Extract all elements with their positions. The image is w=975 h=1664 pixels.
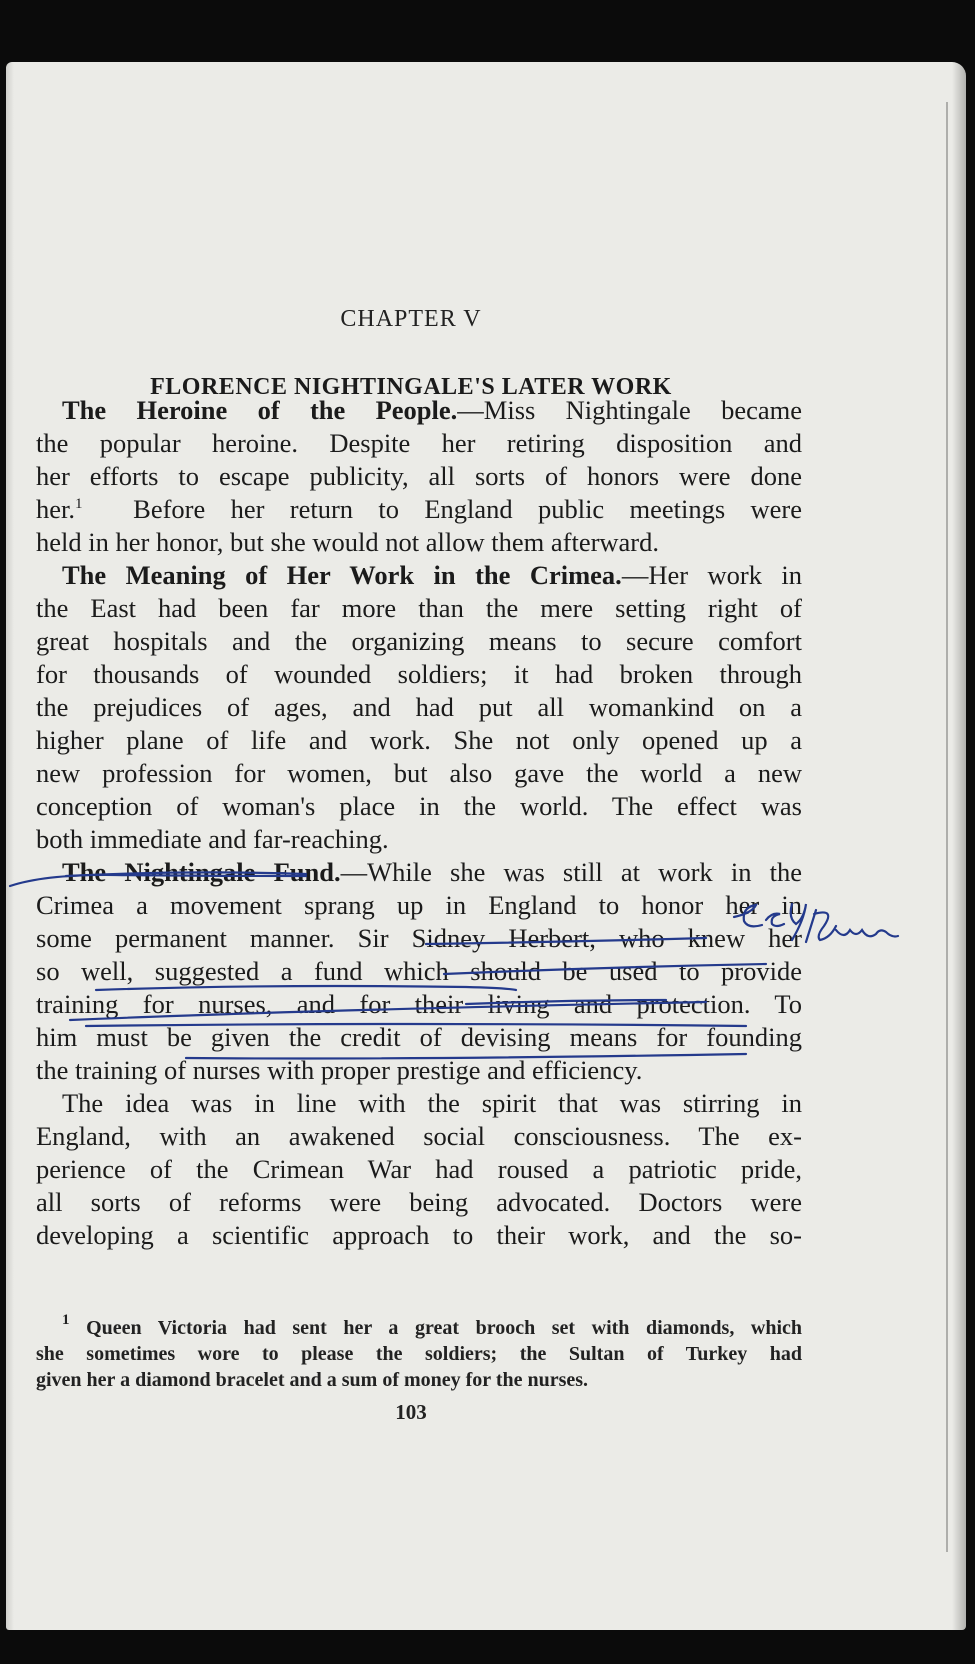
chapter-title: FLORENCE NIGHTINGALE'S LATER WORK [150, 374, 672, 400]
paragraph-line: for thousands of wounded soldiers; it had broken through [36, 659, 802, 689]
paragraph-line: developing a scientific approach to their work, and the so- [36, 1220, 802, 1250]
margin-note-bevan [806, 910, 898, 942]
paragraph-line: The Meaning of Her Work in the Crimea.—Her work in [62, 560, 802, 590]
paragraph-line: all sorts of reforms were being advocated. Doctors were [36, 1187, 802, 1217]
paragraph-line: higher plane of life and work. She not only opened up a [36, 725, 802, 755]
paragraph-heading: The Nightingale Fund. [62, 857, 341, 887]
paragraph-line: the East had been far more than the mere setting right of [36, 593, 802, 623]
paragraph-heading: The Meaning of Her Work in the Crimea. [62, 560, 622, 590]
page-gutter-shadow [6, 62, 14, 1630]
paragraph-line: so well, suggested a fund which should be used to provide [36, 956, 802, 986]
paragraph-line: held in her honor, but she would not allow them afterward. [36, 527, 660, 557]
footnote-marker: 1 [62, 1312, 70, 1328]
footnote-line: $^1$ Queen Victoria had sent her a great brooch set with diamonds, which [62, 1312, 803, 1339]
paragraph-line: her efforts to escape publicity, all sorts of honors were done [36, 461, 802, 491]
paragraph-line: England, with an awakened social consciousness. The ex- [36, 1121, 802, 1151]
paragraph-line: great hospitals and the organizing means to secure comfort [36, 626, 802, 656]
paragraph-line: her.$^1$ Before her return to England public meetings were [36, 494, 803, 524]
chapter-number: CHAPTER V [340, 306, 482, 332]
page-edge-shadow [952, 62, 966, 1630]
paragraph-line: some permanent manner. Sir Sidney Herbert, who knew her [36, 923, 802, 953]
page-number: 103 [395, 1400, 427, 1424]
paragraph-line: Crimea a movement sprang up in England to honor her in [36, 890, 802, 920]
paragraph-line: perience of the Crimean War had roused a patriotic pride, [36, 1154, 802, 1184]
paragraph-line: the prejudices of ages, and had put all womankind on a [36, 692, 802, 722]
paragraph-line: the popular heroine. Despite her retiring disposition and [36, 428, 802, 458]
footnote-line: given her a diamond bracelet and a sum of money for the nurses. [36, 1369, 589, 1391]
paragraph-line: conception of woman's place in the world. The effect was [36, 791, 802, 821]
paragraph-line: both immediate and far-reaching. [36, 824, 389, 854]
paragraph-line: The Heroine of the People.—Miss Nightingale became [62, 395, 802, 425]
paragraph-line: The idea was in line with the spirit that was stirring in [62, 1088, 802, 1118]
paragraph-line: the training of nurses with proper prestige and efficiency. [36, 1055, 643, 1085]
page-edge-line [946, 102, 948, 1552]
paragraph-line: The Nightingale Fund.—While she was still at work in the [62, 857, 802, 887]
paragraph-line: training for nurses, and for their living and protection. To [36, 989, 802, 1019]
footnote-ref: 1 [75, 496, 83, 512]
paragraph-line: new profession for women, but also gave the world a new [36, 758, 802, 788]
book-page [6, 62, 966, 1630]
paragraph-heading: The Heroine of the People. [62, 395, 458, 425]
paragraph-line: him must be given the credit of devising means for founding [36, 1022, 802, 1052]
footnote-line: she sometimes wore to please the soldiers; the Sultan of Turkey had [36, 1343, 802, 1365]
